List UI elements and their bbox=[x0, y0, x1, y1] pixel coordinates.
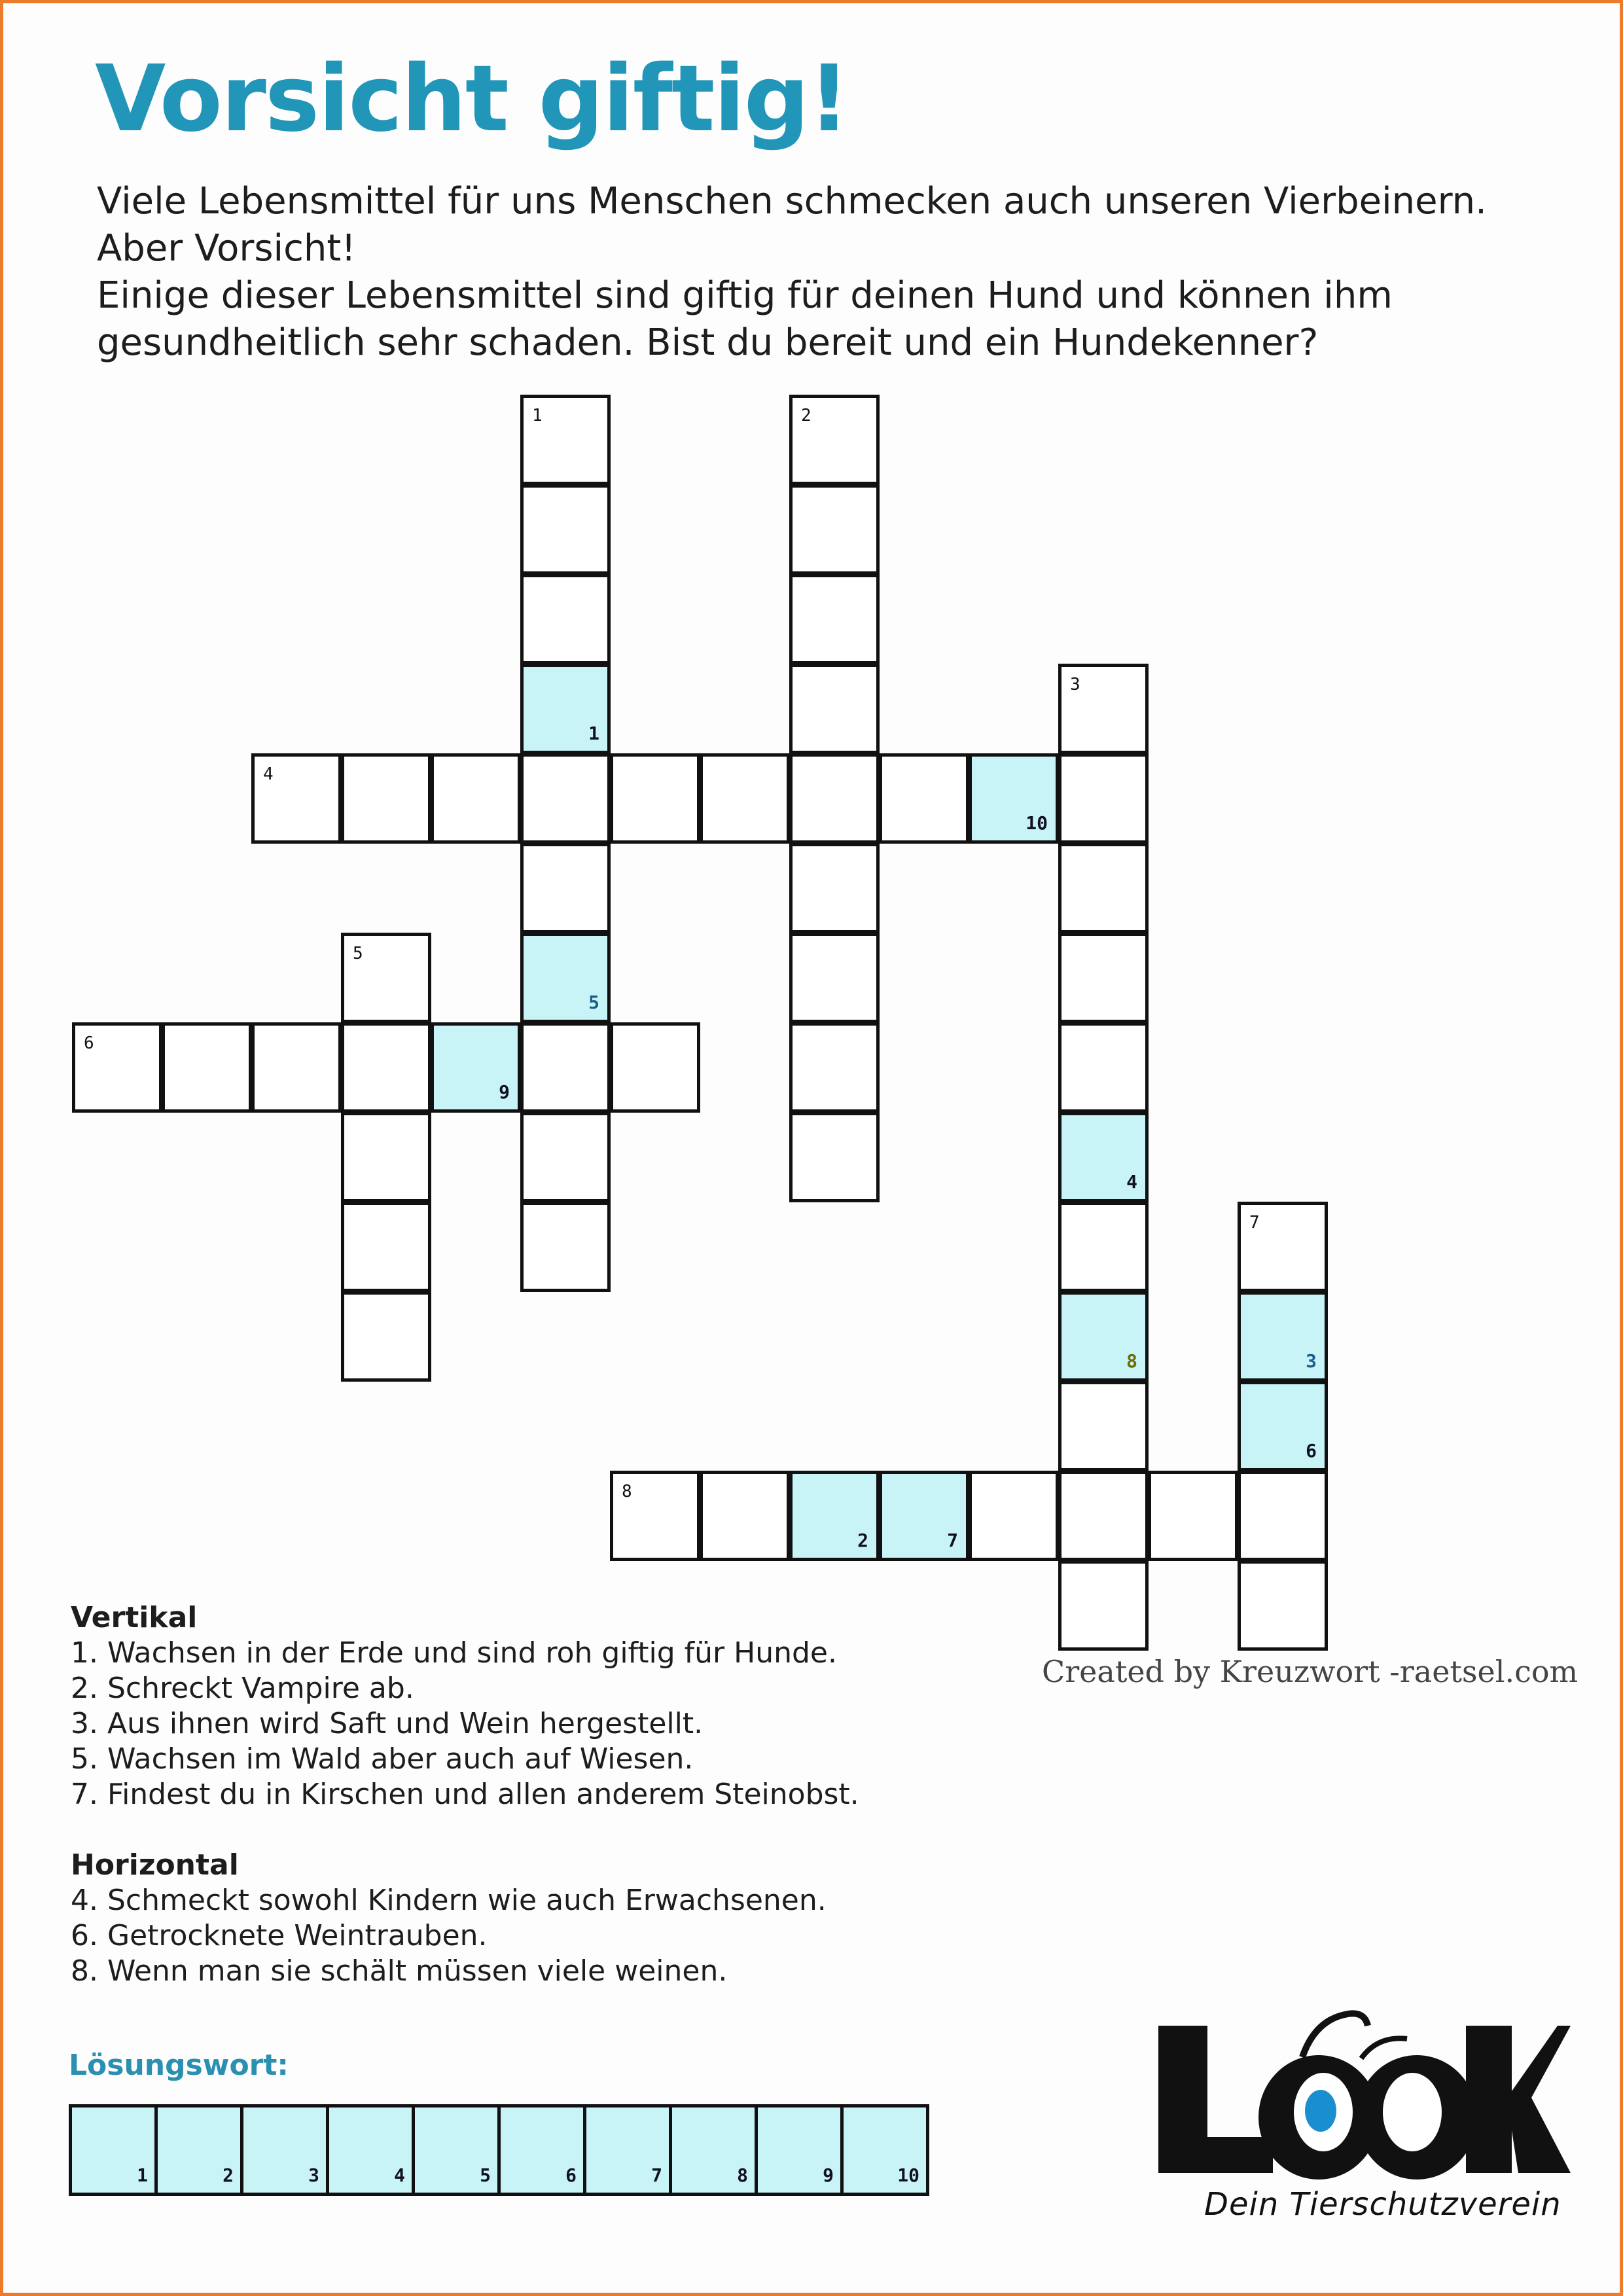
solution-row bbox=[69, 2104, 929, 2196]
clue-number: 8 bbox=[622, 1482, 632, 1501]
crossword-cell[interactable] bbox=[1238, 1471, 1328, 1561]
crossword-cell[interactable] bbox=[341, 933, 431, 1023]
solution-index: 5 bbox=[588, 992, 599, 1013]
crossword-cell[interactable] bbox=[72, 1022, 162, 1113]
crossword-cell[interactable] bbox=[1238, 1560, 1328, 1651]
crossword-cell[interactable] bbox=[520, 395, 611, 485]
clue-number: 3 bbox=[1070, 675, 1080, 694]
intro-text bbox=[97, 178, 1569, 367]
crossword-cell[interactable] bbox=[969, 1471, 1059, 1561]
credit-text: Created by Kreuzwort -raetsel.com bbox=[1042, 1654, 1578, 1689]
clue-number: 1 bbox=[532, 406, 543, 425]
solution-index: 10 bbox=[1026, 812, 1048, 834]
crossword-cell-solution[interactable] bbox=[1058, 1291, 1149, 1382]
crossword-cell[interactable] bbox=[789, 1112, 880, 1202]
crossword-cell[interactable] bbox=[700, 753, 790, 844]
intro-line: gesundheitlich sehr schaden. Bist du bereit und ein Hundekenner? bbox=[97, 321, 1319, 364]
crossword-cell[interactable] bbox=[610, 753, 700, 844]
crossword-cell[interactable] bbox=[341, 1202, 431, 1292]
solution-index: 2 bbox=[857, 1530, 868, 1551]
clue-number: 4 bbox=[263, 764, 274, 784]
crossword-cell[interactable] bbox=[251, 753, 342, 844]
crossword-cell[interactable] bbox=[1058, 1471, 1149, 1561]
crossword-cell[interactable] bbox=[520, 1202, 611, 1292]
solution-index: 9 bbox=[499, 1081, 510, 1103]
solution-index: 1 bbox=[588, 723, 599, 744]
crossword-cell[interactable] bbox=[789, 753, 880, 844]
crossword-cell-solution[interactable] bbox=[789, 1471, 880, 1561]
crossword-cell[interactable] bbox=[789, 574, 880, 664]
solution-number: 6 bbox=[565, 2164, 577, 2186]
crossword-cell-solution[interactable] bbox=[520, 664, 611, 754]
crossword-cell[interactable] bbox=[1058, 1202, 1149, 1292]
crossword-cell-solution[interactable] bbox=[1238, 1381, 1328, 1471]
crossword-cell[interactable] bbox=[1148, 1471, 1238, 1561]
crossword-cell[interactable] bbox=[700, 1471, 790, 1561]
crossword-cell[interactable] bbox=[520, 843, 611, 933]
clue-number: 5 bbox=[353, 944, 363, 963]
logo-tagline: Dein Tierschutzverein bbox=[1204, 2186, 1561, 2223]
crossword-cell[interactable] bbox=[431, 753, 521, 844]
solution-label: Lösungswort: bbox=[69, 2049, 289, 2082]
crossword-cell[interactable] bbox=[789, 664, 880, 754]
crossword-cell[interactable] bbox=[789, 484, 880, 575]
clue-item: 2. Schreckt Vampire ab. bbox=[71, 1672, 414, 1705]
solution-index: 7 bbox=[947, 1530, 958, 1551]
clue-item: 3. Aus ihnen wird Saft und Wein hergestellt. bbox=[71, 1707, 704, 1740]
crossword-cell[interactable] bbox=[341, 1022, 431, 1113]
solution-cell[interactable] bbox=[501, 2108, 586, 2193]
clues-section bbox=[71, 1600, 987, 1989]
crossword-cell[interactable] bbox=[520, 753, 611, 844]
crossword-cell[interactable] bbox=[341, 753, 431, 844]
crossword-cell[interactable] bbox=[1058, 753, 1149, 844]
crossword-cell[interactable] bbox=[1058, 1560, 1149, 1651]
crossword-cell[interactable] bbox=[1058, 1381, 1149, 1471]
crossword-cell[interactable] bbox=[610, 1022, 700, 1113]
solution-number: 8 bbox=[737, 2164, 748, 2186]
solution-index: 8 bbox=[1126, 1350, 1137, 1372]
crossword-cell[interactable] bbox=[341, 1112, 431, 1202]
clue-item: 5. Wachsen im Wald aber auch auf Wiesen. bbox=[71, 1742, 694, 1776]
solution-number: 3 bbox=[308, 2164, 319, 2186]
solution-index: 4 bbox=[1126, 1171, 1137, 1193]
page-title: Vorsicht giftig! bbox=[95, 46, 849, 152]
crossword-cell[interactable] bbox=[879, 753, 969, 844]
solution-cell[interactable] bbox=[243, 2108, 329, 2193]
spacer bbox=[71, 1812, 987, 1848]
clue-item: 6. Getrocknete Weintrauben. bbox=[71, 1919, 488, 1952]
crossword-cell[interactable] bbox=[1058, 664, 1149, 754]
crossword-cell[interactable] bbox=[520, 574, 611, 664]
solution-cell[interactable] bbox=[586, 2108, 672, 2193]
intro-line: Viele Lebensmittel für uns Menschen schmecken auch unseren Vierbeinern. bbox=[97, 180, 1487, 223]
crossword-cell[interactable] bbox=[1058, 843, 1149, 933]
crossword-cell[interactable] bbox=[520, 1022, 611, 1113]
solution-cell[interactable] bbox=[758, 2108, 844, 2193]
clue-item: 4. Schmeckt sowohl Kindern wie auch Erwachsenen. bbox=[71, 1884, 827, 1917]
crossword-cell[interactable] bbox=[789, 1022, 880, 1113]
solution-number: 7 bbox=[651, 2164, 662, 2186]
clue-item: 7. Findest du in Kirschen und allen anderem Steinobst. bbox=[71, 1778, 859, 1811]
crossword-cell[interactable] bbox=[789, 843, 880, 933]
crossword-cell[interactable] bbox=[341, 1291, 431, 1382]
crossword-cell[interactable] bbox=[789, 933, 880, 1023]
solution-cell[interactable] bbox=[158, 2108, 243, 2193]
solution-cell[interactable] bbox=[329, 2108, 415, 2193]
crossword-cell-solution[interactable] bbox=[969, 753, 1059, 844]
solution-number: 9 bbox=[823, 2164, 834, 2186]
crossword-cell-solution[interactable] bbox=[1238, 1291, 1328, 1382]
clue-item: 8. Wenn man sie schält müssen viele weinen. bbox=[71, 1954, 728, 1988]
crossword-cell-solution[interactable] bbox=[1058, 1112, 1149, 1202]
crossword-cell-solution[interactable] bbox=[520, 933, 611, 1023]
solution-cell[interactable] bbox=[415, 2108, 501, 2193]
solution-number: 1 bbox=[137, 2164, 148, 2186]
solution-index: 3 bbox=[1306, 1350, 1317, 1372]
crossword-cell-solution[interactable] bbox=[431, 1022, 521, 1113]
intro-line: Aber Vorsicht! bbox=[97, 227, 356, 270]
crossword-cell[interactable] bbox=[1238, 1202, 1328, 1292]
clue-number: 6 bbox=[84, 1033, 94, 1053]
horizontal-heading: Horizontal bbox=[71, 1848, 239, 1882]
crossword-cell[interactable] bbox=[789, 395, 880, 485]
solution-index: 6 bbox=[1306, 1440, 1317, 1462]
crossword-cell[interactable] bbox=[520, 1112, 611, 1202]
solution-cell[interactable] bbox=[844, 2108, 929, 2193]
crossword-cell-solution[interactable] bbox=[879, 1471, 969, 1561]
crossword-cell[interactable] bbox=[1058, 1022, 1149, 1113]
clue-item: 1. Wachsen in der Erde und sind roh giftig für Hunde. bbox=[71, 1636, 837, 1670]
crossword-cell[interactable] bbox=[251, 1022, 342, 1113]
solution-number: 10 bbox=[897, 2164, 919, 2186]
intro-line: Einige dieser Lebensmittel sind giftig für deinen Hund und können ihm bbox=[97, 274, 1393, 317]
solution-cell[interactable] bbox=[72, 2108, 158, 2193]
solution-cell[interactable] bbox=[672, 2108, 758, 2193]
crossword-cell[interactable] bbox=[1058, 933, 1149, 1023]
clue-number: 2 bbox=[801, 406, 812, 425]
crossword-cell[interactable] bbox=[162, 1022, 252, 1113]
vertical-heading: Vertikal bbox=[71, 1601, 198, 1634]
crossword-cell[interactable] bbox=[610, 1471, 700, 1561]
crossword-cell[interactable] bbox=[520, 484, 611, 575]
solution-number: 5 bbox=[480, 2164, 491, 2186]
solution-number: 2 bbox=[223, 2164, 234, 2186]
solution-number: 4 bbox=[394, 2164, 405, 2186]
clue-number: 7 bbox=[1249, 1213, 1260, 1232]
